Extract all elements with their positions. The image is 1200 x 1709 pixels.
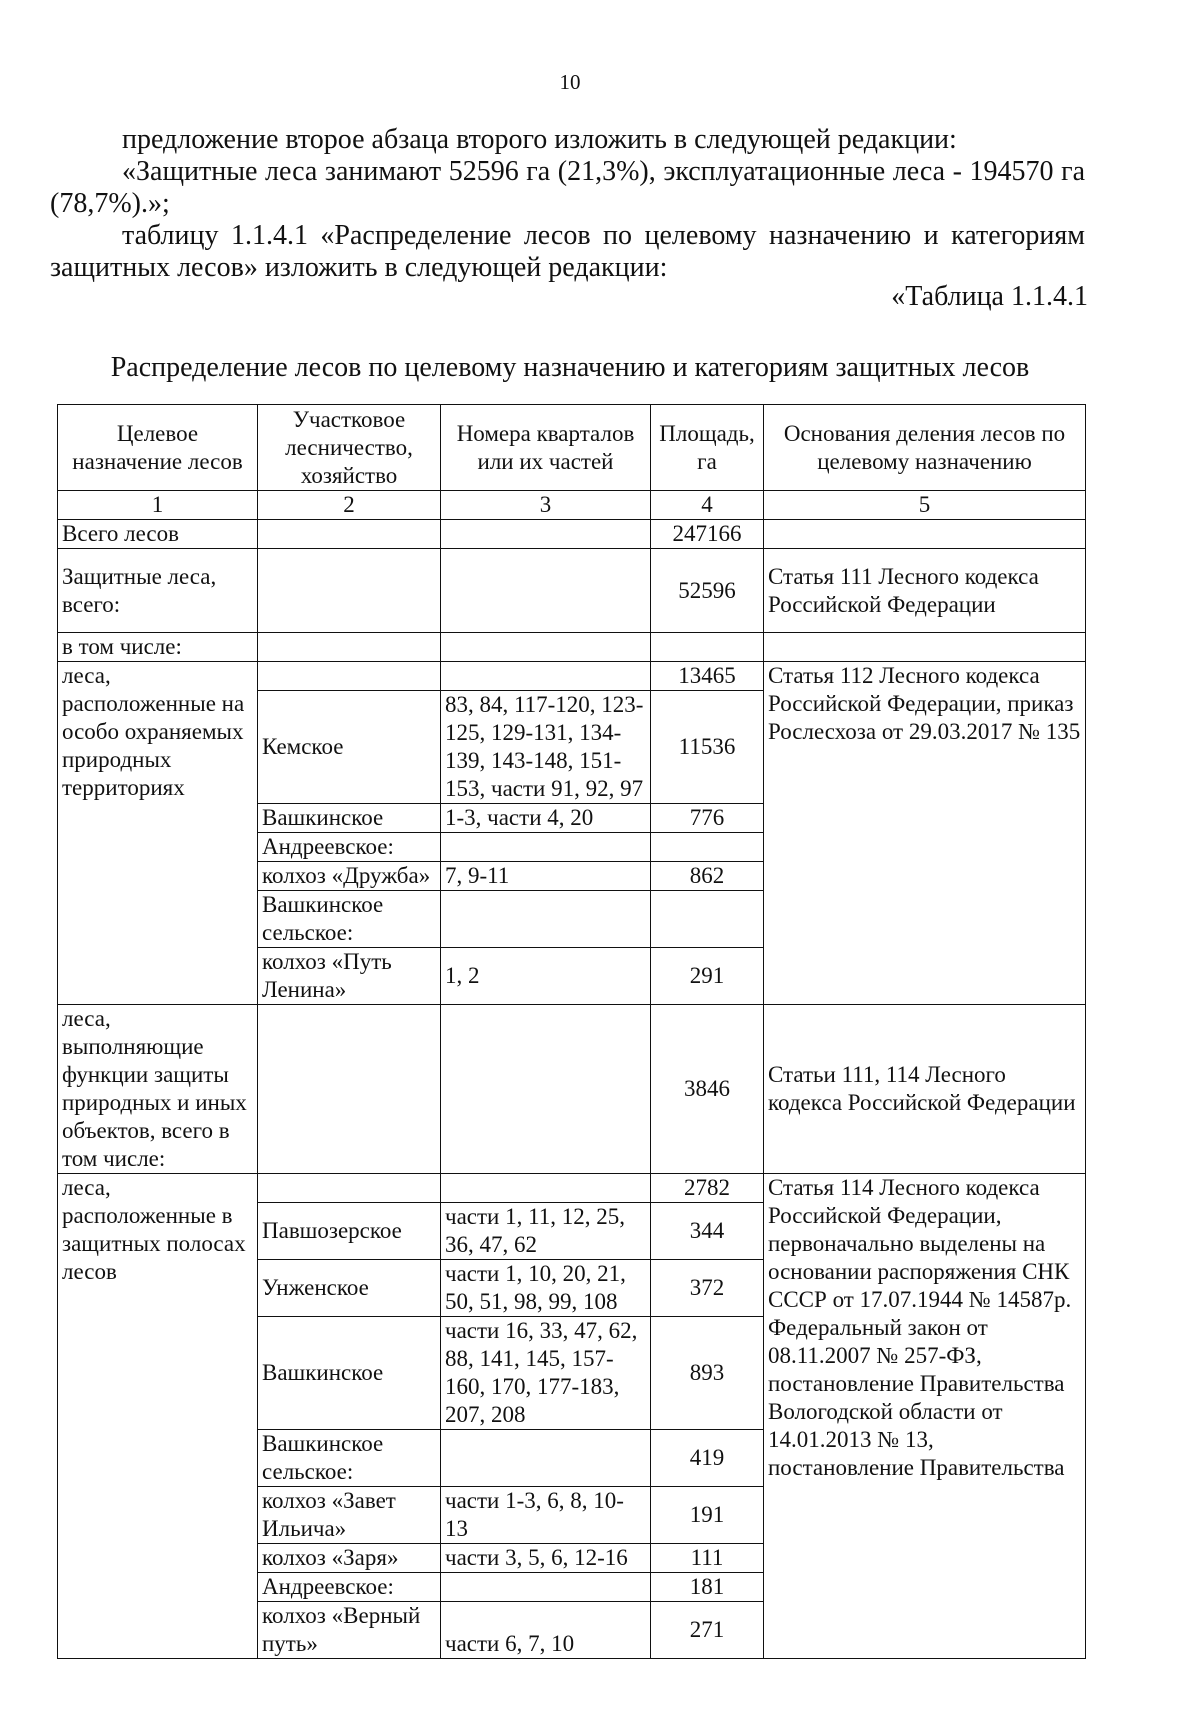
quarters-cell: части 1, 10, 20, 21, 50, 51, 98, 99, 108	[441, 1260, 651, 1317]
area-cell	[651, 833, 764, 862]
area-cell: 191	[651, 1487, 764, 1544]
area-cell: 271	[651, 1602, 764, 1659]
header-number: 5	[764, 491, 1086, 520]
quarters-cell: части 1-3, 6, 8, 10-13	[441, 1487, 651, 1544]
district-cell: Вашкинское сельское:	[258, 1430, 441, 1487]
district-cell: колхоз «Верный путь»	[258, 1602, 441, 1659]
quarters-cell	[441, 891, 651, 948]
area-cell: 776	[651, 804, 764, 833]
quarters-cell: части 6, 7, 10	[441, 1602, 651, 1659]
oopt-area: 13465	[651, 662, 764, 691]
area-cell: 181	[651, 1573, 764, 1602]
table-row-protective	[58, 549, 1086, 633]
total-label: Всего лесов	[58, 520, 258, 549]
area-cell: 291	[651, 948, 764, 1005]
header-number: 2	[258, 491, 441, 520]
area-cell: 862	[651, 862, 764, 891]
area-cell	[651, 891, 764, 948]
table-title: Распределение лесов по целевому назначению и категориям защитных лесов	[110, 352, 1030, 383]
area-cell: 344	[651, 1203, 764, 1260]
functions-area: 3846	[651, 1005, 764, 1174]
area-cell: 893	[651, 1317, 764, 1430]
area-cell: 11536	[651, 691, 764, 804]
table-row-functions	[58, 1005, 1086, 1174]
total-area: 247166	[651, 520, 764, 549]
header-numbers-row	[58, 491, 1086, 520]
quarters-cell: 1-3, части 4, 20	[441, 804, 651, 833]
forest-distribution-table	[57, 404, 1086, 1659]
strips-label: леса, расположенные в защитных полосах лесов	[58, 1174, 258, 1659]
table-row-oopt-total	[58, 662, 1086, 691]
functions-label: леса, выполняющие функции защиты природных и иных объектов, всего в том числе:	[58, 1005, 258, 1174]
district-cell: Вашкинское	[258, 1317, 441, 1430]
paragraph-1: предложение второе абзаца второго изложить в следующей редакции:	[122, 124, 957, 155]
functions-basis: Статьи 111, 114 Лесного кодекса Российской Федерации	[764, 1005, 1086, 1174]
table-header-row	[58, 405, 1086, 491]
protective-basis: Статья 111 Лесного кодекса Российской Федерации	[764, 549, 1086, 633]
quarters-cell	[441, 1430, 651, 1487]
area-cell: 111	[651, 1544, 764, 1573]
district-cell: Унженское	[258, 1260, 441, 1317]
quarters-cell: части 16, 33, 47, 62, 88, 141, 145, 157-160, 170, 177-183, 207, 208	[441, 1317, 651, 1430]
district-cell: колхоз «Завет Ильича»	[258, 1487, 441, 1544]
area-cell: 372	[651, 1260, 764, 1317]
oopt-label: леса, расположенные на особо охраняемых природных территориях	[58, 662, 258, 1005]
table-label: «Таблица 1.1.4.1	[891, 281, 1088, 312]
header-number: 4	[651, 491, 764, 520]
header-purpose: Целевое назначение лесов	[58, 405, 258, 491]
district-cell: Кемское	[258, 691, 441, 804]
district-cell: Андреевское:	[258, 1573, 441, 1602]
district-cell: колхоз «Путь Ленина»	[258, 948, 441, 1005]
header-district: Участковое лесничество, хозяйство	[258, 405, 441, 491]
quarters-cell: 83, 84, 117-120, 123-125, 129-131, 134-139, 143-148, 151-153, части 91, 92, 97	[441, 691, 651, 804]
protective-label: Защитные леса, всего:	[58, 549, 258, 633]
header-number: 3	[441, 491, 651, 520]
table-row-strips-total	[58, 1174, 1086, 1203]
paragraph-3: таблицу 1.1.4.1 «Распределение лесов по целевому назначению и категориям защитных лесов» изложить в следующей редакции:	[50, 220, 1085, 283]
district-cell: Вашкинское сельское:	[258, 891, 441, 948]
quarters-cell: 7, 9-11	[441, 862, 651, 891]
area-cell: 419	[651, 1430, 764, 1487]
quarters-cell: части 3, 5, 6, 12-16	[441, 1544, 651, 1573]
table-row-total	[58, 520, 1086, 549]
quarters-cell	[441, 1573, 651, 1602]
district-cell: колхоз «Заря»	[258, 1544, 441, 1573]
district-cell: Павшозерское	[258, 1203, 441, 1260]
page-number: 10	[559, 70, 581, 94]
quarters-cell	[441, 833, 651, 862]
table-row-including	[58, 633, 1086, 662]
paragraph-2: «Защитные леса занимают 52596 га (21,3%), эксплуатационные леса - 194570 га (78,7%).»;	[50, 156, 1085, 219]
quarters-cell: 1, 2	[441, 948, 651, 1005]
header-area: Площадь, га	[651, 405, 764, 491]
district-cell: Вашкинское	[258, 804, 441, 833]
district-cell: Андреевское:	[258, 833, 441, 862]
header-quarters: Номера кварталов или их частей	[441, 405, 651, 491]
quarters-cell: части 1, 11, 12, 25, 36, 47, 62	[441, 1203, 651, 1260]
strips-basis: Статья 114 Лесного кодекса Российской Федерации, первоначально выделены на основании распоряжения СНК СССР от 17.07.1944 № 14587р. Федеральный закон от 08.11.2007 № 257-ФЗ, постановление Правительства Вологодской области от 14.01.2013 № 13, постановление Правительства	[764, 1174, 1086, 1659]
protective-area: 52596	[651, 549, 764, 633]
strips-area: 2782	[651, 1174, 764, 1203]
district-cell: колхоз «Дружба»	[258, 862, 441, 891]
including-label: в том числе:	[58, 633, 258, 662]
oopt-basis: Статья 112 Лесного кодекса Российской Федерации, приказ Рослесхоза от 29.03.2017 № 135	[764, 662, 1086, 1005]
header-number: 1	[58, 491, 258, 520]
header-basis: Основания деления лесов по целевому назначению	[764, 405, 1086, 491]
